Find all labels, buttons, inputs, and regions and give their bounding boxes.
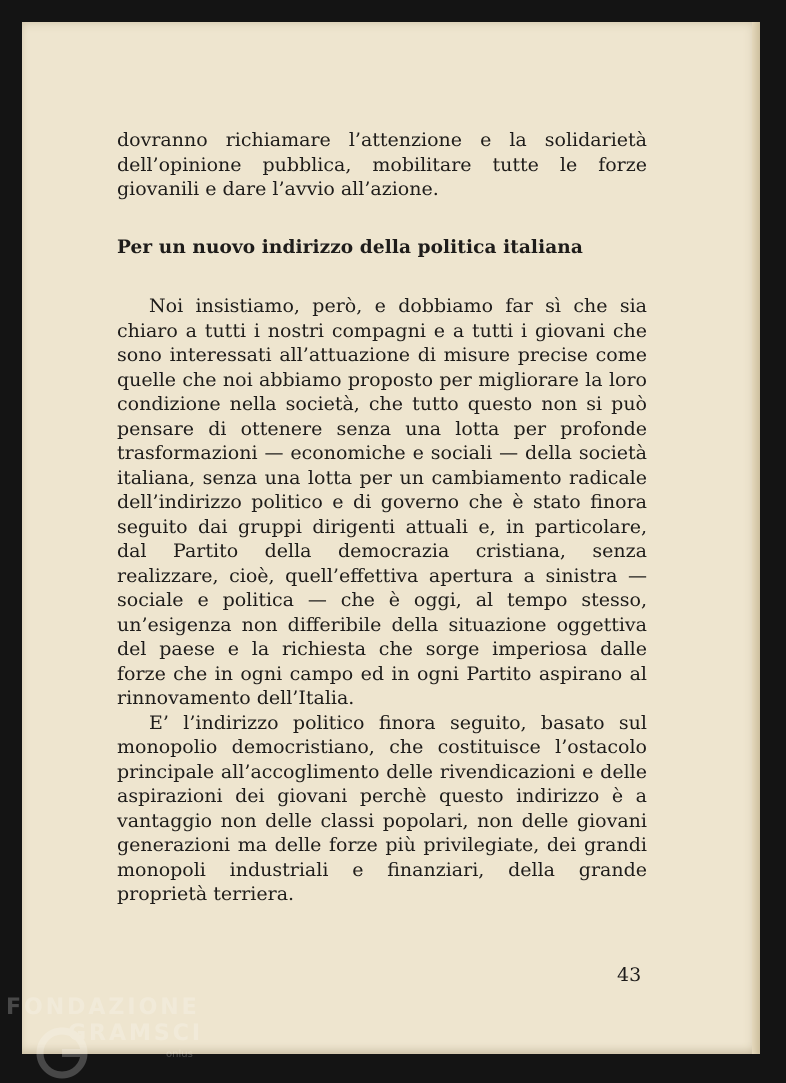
book-page bbox=[22, 22, 760, 1054]
paragraph-1: Noi insistiamo, però, e dobbiamo far sì che sia chiaro a tutti i nostri compagni e a tutti i giovani che sono interessati all’attuazione di misure precise come quelle che noi abbiamo proposto per migliorare la loro condizione nella società, che tutto questo non si può pensare di ottenere senza una lotta per profonde trasformazioni — economiche e sociali — della società italiana, senza una lotta per un cambiamento radicale dell’indirizzo politico e di governo che è stato finora seguito dai gruppi dirigenti attuali e, in particolare, dal Partito della democrazia cristiana, senza realizzare, cioè, quell’effettiva apertura a sinistra — sociale e politica — che è oggi, al tempo stesso, un’esigenza non differibile della situazione oggettiva del paese e la richiesta che sorge imperiosa dalle forze che in ogni campo ed in ogni Partito aspirano al rinnovamento dell’Italia. bbox=[117, 295, 647, 709]
text-block bbox=[117, 128, 647, 907]
watermark-sub: onlus bbox=[166, 1049, 193, 1060]
paragraph-continued: dovranno richiamare l’attenzione e la solidarietà dell’opinione pubblica, mobilitare tutte le forze giovanili e dare l’avvio all’azione. bbox=[117, 129, 647, 200]
fondazione-gramsci-watermark bbox=[6, 995, 236, 1080]
page-edge bbox=[752, 22, 760, 1054]
watermark-line2: GRAMSCI bbox=[68, 1021, 204, 1046]
paragraph-2: E’ l’indirizzo politico finora seguito, basato sul monopolio democristiano, che costituisce l’ostacolo principale all’accoglimento delle rivendicazioni e delle aspirazioni dei giovani perchè questo indirizzo è a vantaggio non delle classi popolari, non delle giovani generazioni ma delle forze più privilegiate, dei grandi monopoli industriali e finanziari, della grande proprietà terriera. bbox=[117, 711, 647, 905]
watermark-line1: FONDAZIONE bbox=[6, 995, 200, 1020]
section-heading: Per un nuovo indirizzo della politica italiana bbox=[117, 236, 583, 258]
page-number: 43 bbox=[617, 964, 642, 986]
